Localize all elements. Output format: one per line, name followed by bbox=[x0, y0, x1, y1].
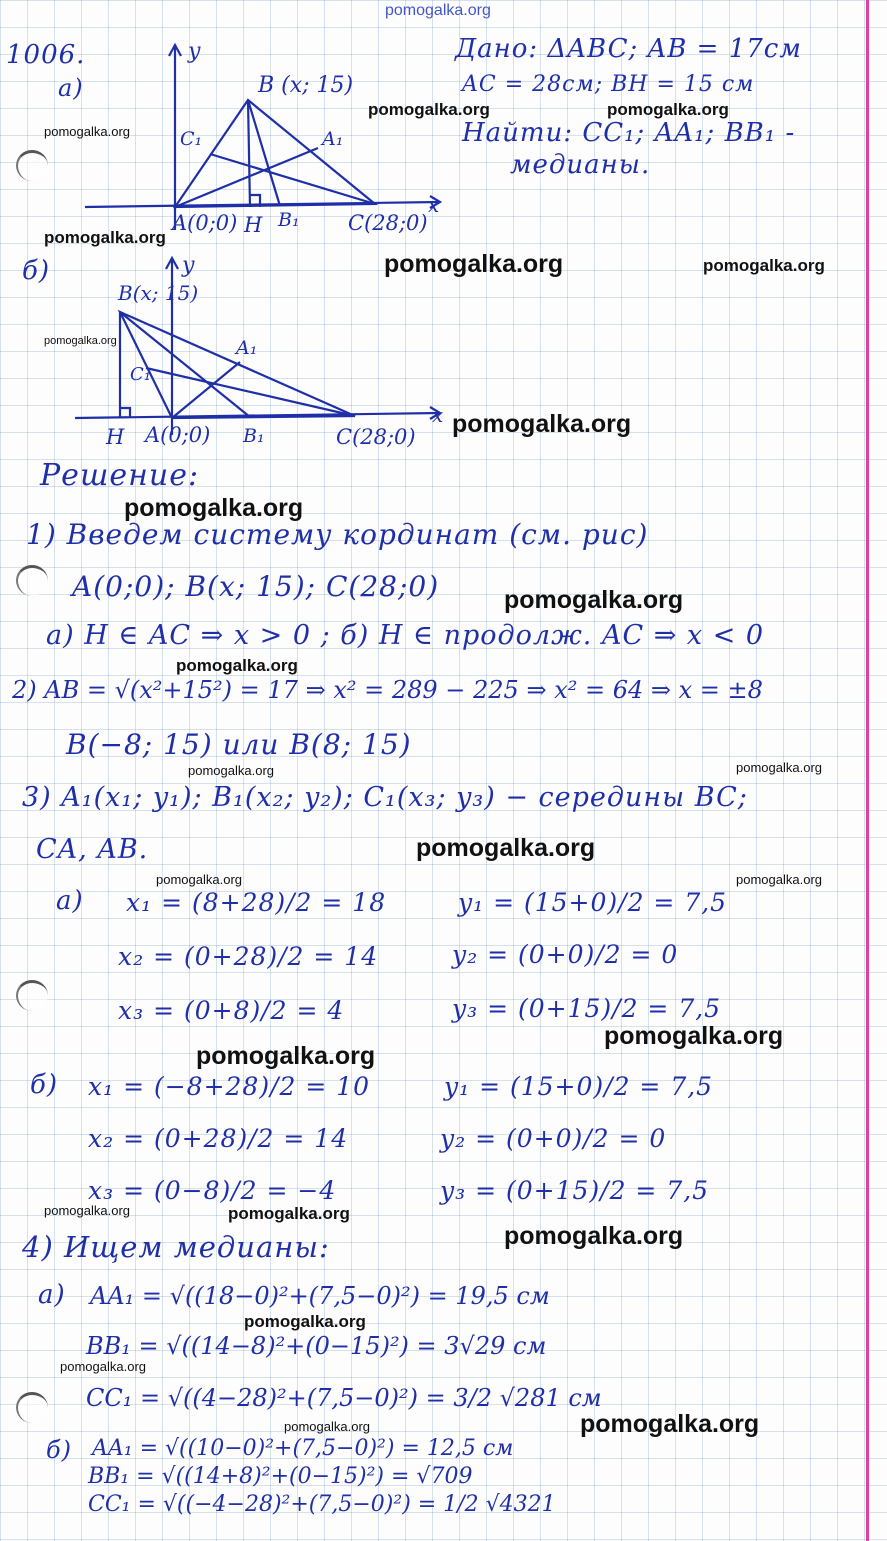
figure-a-label-b: B (x; 15) bbox=[258, 73, 354, 98]
watermark: pomogalka.org bbox=[504, 1222, 684, 1250]
case-b-x2: x₂ = (0+28)/2 = 14 bbox=[88, 1124, 349, 1153]
figure-b bbox=[0, 250, 460, 455]
figure-b-axis-y: y bbox=[182, 253, 195, 278]
watermark: pomogalka.org bbox=[368, 100, 490, 119]
case-a-y2: y₂ = (0+0)/2 = 0 bbox=[452, 940, 679, 969]
case-b-x1: x₁ = (−8+28)/2 = 10 bbox=[88, 1072, 371, 1101]
medians-a-label: а) bbox=[38, 1280, 66, 1310]
step-1: 1) Введем систему кординат (см. рис) bbox=[26, 518, 649, 551]
figure-a-axis-x: x bbox=[428, 193, 440, 217]
median-cc1-b: CC₁ = √((−4−28)²+(7,5−0)²) = 1/2 √4321 bbox=[88, 1492, 556, 1517]
watermark: pomogalka.org bbox=[384, 250, 564, 278]
case-a-y3: y₃ = (0+15)/2 = 7,5 bbox=[452, 994, 722, 1023]
given-line-1: Дано: ΔABC; AB = 17см bbox=[455, 34, 802, 64]
case-b-y1: y₁ = (15+0)/2 = 7,5 bbox=[444, 1072, 714, 1101]
figure-b-label-a1: A₁ bbox=[236, 337, 258, 359]
figure-a-label-c1: C₁ bbox=[180, 128, 203, 150]
case-a-y1: y₁ = (15+0)/2 = 7,5 bbox=[458, 888, 728, 917]
watermark: pomogalka.org bbox=[44, 228, 166, 247]
figure-b-label-h: H bbox=[106, 425, 125, 449]
watermark: pomogalka.org bbox=[44, 335, 117, 347]
watermark: pomogalka.org bbox=[60, 1359, 146, 1374]
watermark: pomogalka.org bbox=[176, 656, 298, 675]
median-aa1-a: AA₁ = √((18−0)²+(7,5−0)²) = 19,5 см bbox=[90, 1282, 550, 1310]
solution-heading: Решение: bbox=[40, 458, 200, 493]
case-a-x1: x₁ = (8+28)/2 = 18 bbox=[126, 888, 387, 917]
case-a-x2: x₂ = (0+28)/2 = 14 bbox=[118, 942, 379, 971]
case-b-label: б) bbox=[30, 1070, 59, 1100]
watermark: pomogalka.org bbox=[44, 124, 130, 139]
figure-a-axis-y: y bbox=[188, 39, 201, 64]
watermark: pomogalka.org bbox=[228, 1204, 350, 1223]
watermark: pomogalka.org bbox=[504, 586, 684, 614]
watermark: pomogalka.org bbox=[124, 494, 304, 522]
figure-a-tag: а) bbox=[58, 74, 84, 102]
figure-a-label-b1: B₁ bbox=[278, 209, 300, 231]
figure-b-label-c: C(28;0) bbox=[336, 425, 416, 449]
figure-a-label-h: H bbox=[244, 213, 263, 237]
watermark: pomogalka.org bbox=[284, 1419, 370, 1434]
problem-number: 1006. bbox=[6, 40, 86, 70]
figure-b-label-b: B(x; 15) bbox=[118, 281, 199, 305]
watermark: pomogalka.org bbox=[244, 1312, 366, 1331]
case-b-y2: y₂ = (0+0)/2 = 0 bbox=[440, 1124, 667, 1153]
watermark: pomogalka.org bbox=[607, 100, 729, 119]
case-a-label: а) bbox=[56, 886, 84, 916]
figure-b-label-a: A(0;0) bbox=[145, 423, 211, 447]
watermark: pomogalka.org bbox=[188, 763, 274, 778]
median-cc1-a: CC₁ = √((4−28)²+(7,5−0)²) = 3/2 √281 см bbox=[86, 1384, 602, 1412]
watermark: pomogalka.org bbox=[703, 256, 825, 275]
case-b-x3: x₃ = (0−8)/2 = −4 bbox=[88, 1176, 337, 1205]
case-b-y3: y₃ = (0+15)/2 = 7,5 bbox=[440, 1176, 710, 1205]
watermark: pomogalka.org bbox=[580, 1410, 760, 1438]
figure-b-axis-x: x bbox=[432, 403, 444, 427]
binder-hole bbox=[16, 980, 48, 1011]
step-2: 2) AB = √(x²+15²) = 17 ⇒ x² = 289 − 225 ⇒ x² = 64 ⇒ x = ±8 bbox=[12, 676, 763, 704]
given-line-2: AC = 28см; BH = 15 см bbox=[462, 72, 755, 97]
step-1-points: A(0;0); B(x; 15); C(28;0) bbox=[72, 570, 440, 603]
binder-hole bbox=[16, 565, 48, 596]
watermark: pomogalka.org bbox=[44, 1203, 130, 1218]
step-2-result: B(−8; 15) или B(8; 15) bbox=[66, 728, 412, 761]
medians-b-label: б) bbox=[46, 1436, 73, 1464]
watermark: pomogalka.org bbox=[385, 2, 491, 19]
case-a-x3: x₃ = (0+8)/2 = 4 bbox=[118, 996, 345, 1025]
margin-line bbox=[866, 0, 869, 1541]
watermark: pomogalka.org bbox=[736, 760, 822, 775]
watermark: pomogalka.org bbox=[604, 1022, 784, 1050]
watermark: pomogalka.org bbox=[156, 872, 242, 887]
watermark: pomogalka.org bbox=[416, 834, 596, 862]
given-line-3: Найти: CC₁; AA₁; BB₁ - bbox=[462, 118, 796, 148]
median-bb1-a: BB₁ = √((14−8)²+(0−15)²) = 3√29 см bbox=[86, 1332, 547, 1360]
step-1-cases: а) H ∈ AC ⇒ x > 0 ; б) H ∈ продолж. AC ⇒ x < 0 bbox=[46, 620, 765, 651]
step-4: 4) Ищем медианы: bbox=[22, 1230, 330, 1264]
step-3-cont: CA, AB. bbox=[36, 834, 149, 865]
median-bb1-b: BB₁ = √((14+8)²+(0−15)²) = √709 bbox=[88, 1464, 473, 1489]
figure-b-tag: б) bbox=[22, 256, 51, 286]
median-aa1-b: AA₁ = √((10−0)²+(7,5−0)²) = 12,5 см bbox=[92, 1436, 514, 1461]
watermark: pomogalka.org bbox=[196, 1042, 376, 1070]
binder-hole bbox=[16, 1392, 48, 1423]
figure-a-label-a1: A₁ bbox=[322, 128, 344, 150]
figure-b-label-c1: C₁ bbox=[130, 364, 151, 385]
given-line-4: медианы. bbox=[510, 150, 651, 180]
step-3: 3) A₁(x₁; y₁); B₁(x₂; y₂); C₁(x₃; y₃) − середины BC; bbox=[22, 782, 748, 813]
watermark: pomogalka.org bbox=[736, 872, 822, 887]
figure-a-label-c: C(28;0) bbox=[348, 211, 428, 235]
figure-b-label-b1: B₁ bbox=[243, 425, 265, 447]
figure-a-label-a: A(0;0) bbox=[172, 211, 238, 235]
watermark: pomogalka.org bbox=[452, 410, 632, 438]
